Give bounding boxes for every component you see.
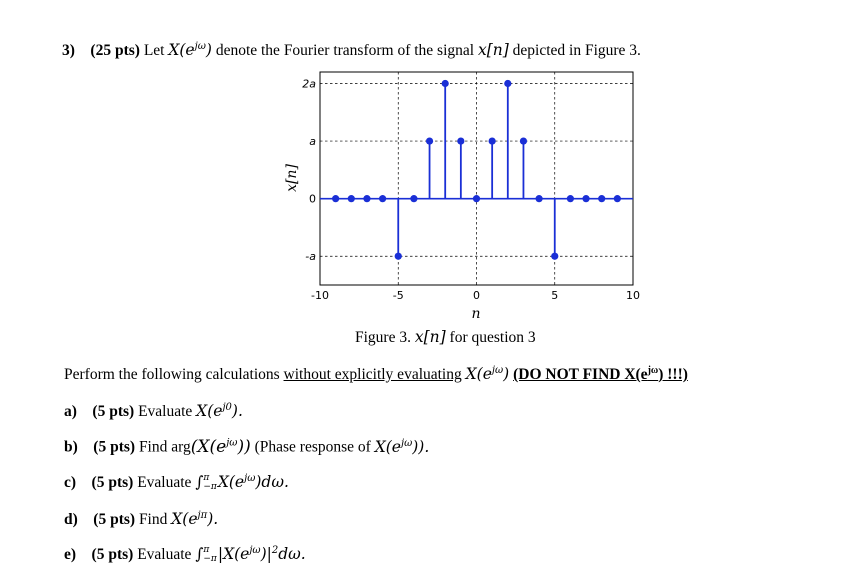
part-b (64, 433, 429, 458)
x-tick-label: 5 (551, 289, 559, 302)
y-tick-label: 0 (309, 192, 316, 206)
y-tick-label: -a (305, 250, 316, 264)
stem-marker (363, 195, 370, 202)
stem-marker (582, 195, 589, 202)
instructions (64, 361, 688, 385)
part-c-text: Evaluate (137, 474, 192, 492)
x-tick-label: 10 (626, 289, 640, 302)
stem-marker (457, 137, 464, 144)
stem-marker (410, 195, 417, 202)
part-c (64, 469, 289, 493)
part-c-points: (5 pts) (91, 474, 134, 492)
problem-statement-rest: denote the Fourier transform of the signal (211, 42, 478, 60)
part-a (64, 398, 243, 422)
x-axis-label: n (471, 306, 481, 322)
instructions-warning: (DO NOT FIND $X(e^{j\omega})$ !!!) (513, 365, 688, 384)
stem-marker (520, 137, 527, 144)
part-e-label: e) (64, 546, 77, 564)
x-tick-label: 0 (473, 289, 480, 302)
part-b-math: $(X(e^{j\omega}))$ (190, 436, 251, 457)
stem-marker (536, 195, 543, 202)
part-d (64, 506, 218, 530)
stem-marker (551, 253, 558, 260)
x-tick-label: -5 (392, 289, 404, 302)
problem-number: 3) (62, 42, 75, 60)
part-c-label: c) (64, 474, 77, 492)
y-tick-label: a (309, 135, 316, 149)
stem-marker (567, 195, 574, 202)
problem-signal: x[n] (477, 41, 509, 60)
instructions-transform: $X(e^{j\omega})$ (465, 365, 510, 384)
instructions-underlined: without explicitly evaluating (283, 366, 462, 384)
figure-caption (355, 327, 536, 348)
stem-marker (332, 195, 339, 202)
grid-lines (320, 72, 633, 285)
part-e-math: ∫ π −π $|X(e^{j\omega})|^2d\omega$. (195, 545, 306, 565)
stem-marker (442, 80, 449, 87)
tick-labels (302, 78, 640, 302)
part-a-points: (5 pts) (92, 403, 135, 421)
part-a-math: $X(e^{j0})$. (196, 402, 243, 421)
stem-marker (489, 137, 496, 144)
part-d-label: d) (64, 511, 78, 529)
problem-points: (25 pts) (90, 42, 140, 60)
part-b-points: (5 pts) (93, 438, 136, 456)
part-a-label: a) (64, 403, 77, 421)
stem-marker (348, 195, 355, 202)
x-tick-label: -10 (311, 289, 329, 302)
stem-marker (504, 80, 511, 87)
part-a-text: Evaluate (138, 403, 193, 421)
part-c-math: ∫ π −π $X(e^{j\omega})d\omega$. (195, 473, 289, 493)
problem-lead: Let (143, 42, 165, 60)
stem-marker (426, 137, 433, 144)
instructions-text: Perform the following calculations (64, 366, 284, 384)
y-axis-label: x[n] (284, 164, 300, 192)
problem-transform: $X(e^{j\omega})$ (168, 41, 212, 60)
y-tick-label: 2a (302, 77, 316, 91)
problem-statement-end: depicted in Figure 3. (508, 42, 641, 60)
part-e (64, 541, 306, 565)
part-e-points: (5 pts) (91, 546, 134, 564)
caption-prefix: Figure 3. (355, 329, 415, 346)
part-b-label: b) (64, 438, 78, 456)
stem-marker (395, 253, 402, 260)
part-b-text: Find arg (138, 438, 191, 456)
part-d-text: Find (138, 511, 168, 529)
stem-marker (379, 195, 386, 202)
part-e-text: Evaluate (137, 546, 192, 564)
caption-signal: x[n] (414, 328, 446, 346)
part-b-extra: (Phase response of (254, 438, 371, 456)
stem-marker (598, 195, 605, 202)
stem-marker (473, 195, 480, 202)
part-b-extra-math: $X(e^{j\omega})$). (374, 437, 430, 456)
stem-marker (614, 195, 621, 202)
part-d-points: (5 pts) (93, 511, 136, 529)
part-d-math: $X(e^{j\pi})$. (171, 510, 219, 529)
caption-suffix: for question 3 (445, 329, 536, 346)
